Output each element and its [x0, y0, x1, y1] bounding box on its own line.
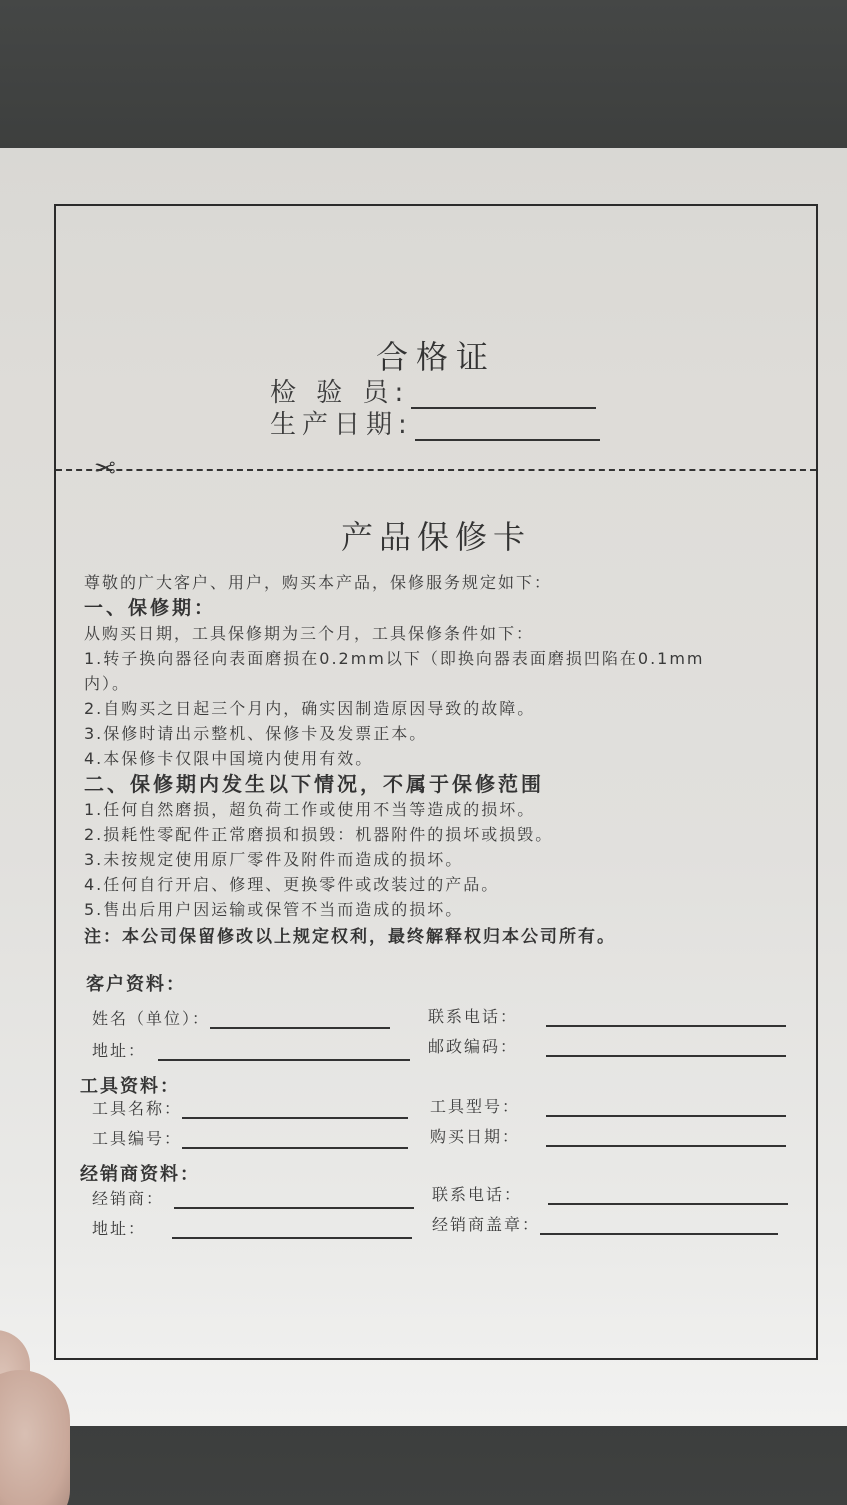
customer-name-label: 姓名（单位）： [92, 1009, 211, 1028]
warranty-card-title: 产品保修卡 [340, 518, 531, 556]
section1-heading: 一、保修期： [84, 597, 217, 619]
document-border [54, 204, 818, 1360]
section1-item: 内）。 [84, 674, 131, 693]
section1-item: 3.保修时请出示整机、保修卡及发票正本。 [84, 724, 428, 743]
section1-item: 1.转子换向器径向表面磨损在0.2mm以下（即换向器表面磨损凹陷在0.1mm [84, 649, 705, 668]
customer-postcode-field[interactable] [428, 1034, 786, 1057]
section2-item: 4.任何自行开启、修理、更换零件或改装过的产品。 [84, 875, 500, 894]
tool-model-field[interactable] [430, 1094, 786, 1117]
customer-postcode-label: 邮政编码： [428, 1037, 519, 1056]
dealer-phone-field[interactable] [432, 1182, 788, 1205]
customer-name-blank[interactable] [210, 1015, 390, 1029]
tool-info-heading: 工具资料： [80, 1076, 180, 1097]
dealer-name-field[interactable] [92, 1186, 414, 1209]
dealer-address-blank[interactable] [172, 1225, 412, 1239]
section1-lead: 从购买日期，工具保修期为三个月，工具保修条件如下： [84, 624, 535, 643]
customer-info-heading: 客户资料： [86, 974, 186, 995]
dealer-stamp-blank[interactable] [540, 1217, 778, 1235]
warranty-terms [84, 570, 804, 952]
disclaimer-note: 注：本公司保留修改以上规定权利，最终解释权归本公司所有。 [84, 927, 616, 947]
tool-number-field[interactable] [92, 1126, 408, 1149]
section2-heading: 二、保修期内发生以下情况，不属于保修范围 [84, 772, 544, 796]
customer-address-field[interactable] [92, 1038, 410, 1061]
dealer-name-blank[interactable] [174, 1195, 414, 1209]
dealer-address-field[interactable] [92, 1216, 412, 1239]
production-date-field [270, 404, 600, 441]
cut-line [56, 469, 816, 471]
tool-model-label: 工具型号： [430, 1097, 521, 1116]
inspector-label: 检 验 员: [270, 378, 410, 408]
tool-model-blank[interactable] [546, 1099, 786, 1117]
tool-name-label: 工具名称： [92, 1099, 183, 1118]
section2-item: 3.未按规定使用原厂零件及附件而造成的损坏。 [84, 850, 464, 869]
customer-name-field[interactable] [92, 1006, 390, 1029]
production-date-blank [415, 419, 600, 441]
customer-phone-field[interactable] [428, 1004, 786, 1027]
customer-phone-blank[interactable] [546, 1009, 786, 1027]
holding-thumb [0, 1370, 70, 1505]
tool-name-blank[interactable] [182, 1105, 408, 1119]
dealer-stamp-field[interactable] [432, 1212, 778, 1235]
purchase-date-field[interactable] [430, 1124, 786, 1147]
tool-name-field[interactable] [92, 1096, 408, 1119]
customer-phone-label: 联系电话： [428, 1007, 519, 1026]
section2-item: 2.损耗性零配件正常磨损和损毁：机器附件的损坏或损毁。 [84, 825, 554, 844]
certificate-title: 合格证 [375, 338, 496, 376]
purchase-date-label: 购买日期： [430, 1127, 521, 1146]
dealer-stamp-label: 经销商盖章： [432, 1215, 541, 1234]
intro-text: 尊敬的广大客户、用户，购买本产品，保修服务规定如下： [84, 573, 553, 592]
section2-item: 1.任何自然磨损，超负荷工作或使用不当等造成的损坏。 [84, 800, 536, 819]
dealer-name-label: 经销商： [92, 1189, 165, 1208]
dealer-phone-blank[interactable] [548, 1187, 788, 1205]
tool-number-label: 工具编号： [92, 1129, 183, 1148]
customer-address-blank[interactable] [158, 1047, 410, 1061]
dealer-info-heading: 经销商资料： [80, 1164, 200, 1185]
section2-item: 5.售出后用户因运输或保管不当而造成的损坏。 [84, 900, 464, 919]
dealer-phone-label: 联系电话： [432, 1185, 523, 1204]
customer-postcode-blank[interactable] [546, 1039, 786, 1057]
customer-address-label: 地址： [92, 1041, 147, 1060]
purchase-date-blank[interactable] [546, 1129, 786, 1147]
production-date-label: 生产日期: [270, 410, 413, 440]
section1-item: 2.自购买之日起三个月内，确实因制造原因导致的故障。 [84, 699, 536, 718]
scissors-icon: ✂ [94, 454, 116, 484]
tool-number-blank[interactable] [182, 1135, 408, 1149]
dealer-address-label: 地址： [92, 1219, 147, 1238]
section1-item: 4.本保修卡仅限中国境内使用有效。 [84, 749, 374, 768]
paper-sheet [0, 148, 847, 1426]
